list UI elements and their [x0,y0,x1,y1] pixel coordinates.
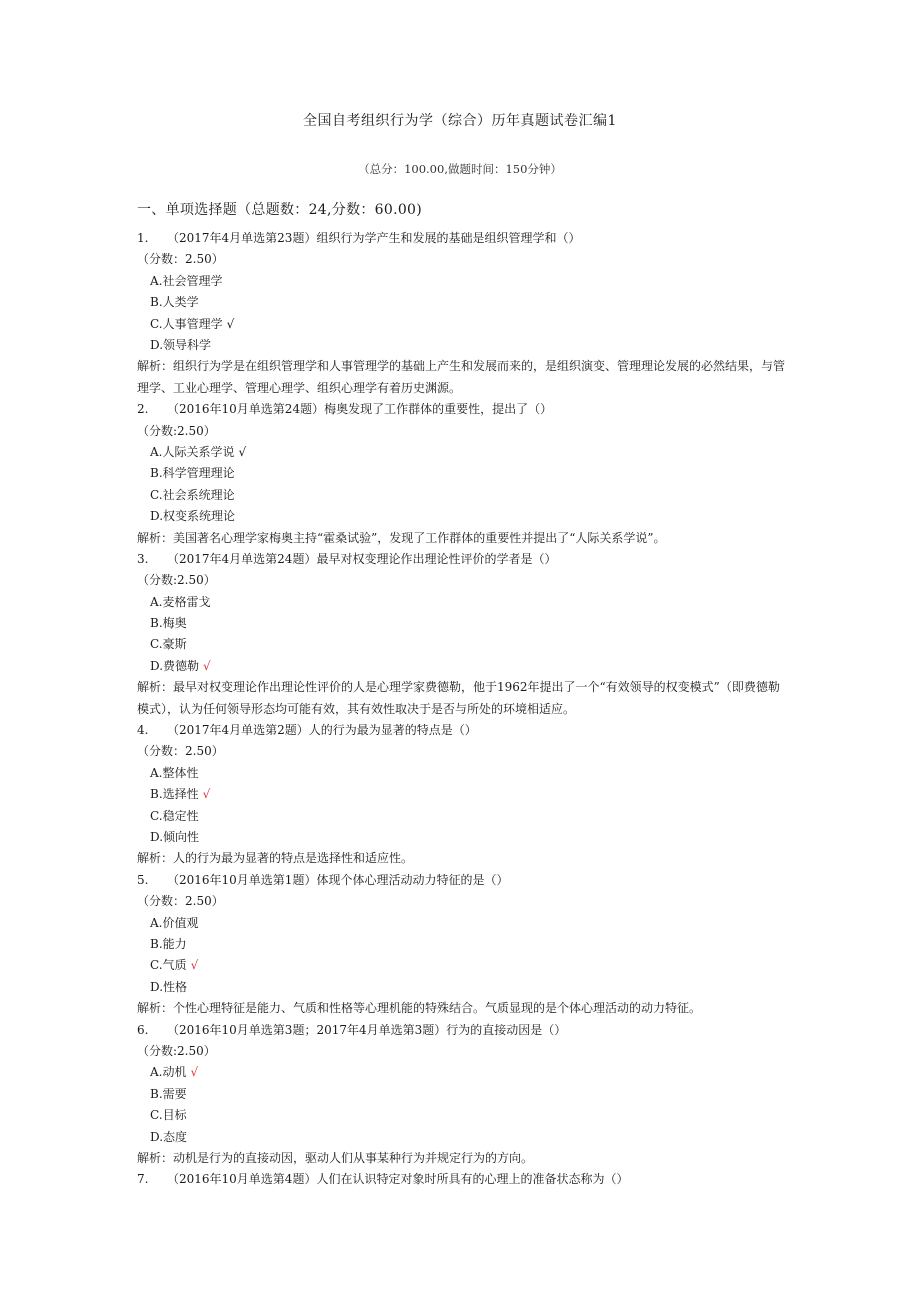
answer-explanation: 解析：组织行为学是在组织管理学和人事管理学的基础上产生和发展而来的，是组织演变、管理理论发展的必然结果，与管理学、工业心理学、管理心理学、组织心理学有着历史渊源。 [137,359,786,395]
answer-option[interactable] [137,763,787,784]
question-score: （分数：2.50） [137,252,224,267]
answer-option[interactable] [137,955,787,976]
question-score: （分数:2.50） [137,423,216,438]
question-number: 4. [137,723,149,738]
answer-option[interactable] [137,314,787,335]
question-text: （2016年10月单选第1题）体现个体心理活动动力特征的是（） [167,872,509,887]
option-text: B.能力 [150,936,187,951]
answer-explanation: 解析：人的行为最为显著的特点是选择性和适应性。 [137,851,414,866]
question-block [137,228,787,399]
question-block [137,870,787,1020]
option-text: B.梅奥 [150,616,187,631]
question-list [137,228,787,1191]
answer-option[interactable] [137,1084,787,1105]
option-text: C.社会系统理论 [150,487,235,502]
option-text: C.目标 [150,1108,187,1123]
answer-option[interactable] [137,977,787,998]
question-block [137,399,787,549]
question-score: （分数:2.50） [137,573,216,588]
document-title: 全国自考组织行为学（综合）历年真题试卷汇编1 [303,113,617,129]
question-text: （2016年10月单选第4题）人们在认识特定对象时所具有的心理上的准备状态称为（） [167,1172,629,1187]
answer-explanation: 解析：最早对权变理论作出理论性评价的人是心理学家费德勒，他于1962年提出了一个“有效领导的权变模式”（即费德勒模式），认为任何领导形态均可能有效，其有效性取决于是否与所处的环境相适应。 [137,680,780,716]
question-score: （分数:2.50） [137,1043,216,1058]
option-text: A.整体性 [150,765,199,780]
question-number: 1. [137,231,149,245]
question-block [137,720,787,870]
question-number: 7. [137,1172,149,1187]
answer-option[interactable] [137,292,787,313]
option-text: B.选择性 [150,787,199,802]
question-stem [137,1020,787,1041]
option-text: D.权变系统理论 [150,509,236,524]
option-text: D.性格 [150,979,188,994]
option-text: D.态度 [150,1129,188,1144]
answer-option[interactable] [137,463,787,484]
document-meta: （总分：100.00,做题时间：150分钟） [358,162,562,176]
question-number: 3. [137,551,149,566]
option-text: B.需要 [150,1086,187,1101]
option-text: C.气质 [150,958,187,973]
option-text: D.领导科学 [150,337,212,352]
option-text: C.稳定性 [150,808,199,823]
correct-mark-icon: √ [226,316,235,331]
option-text: B.人类学 [150,295,199,310]
correct-mark-icon: √ [238,444,247,459]
answer-explanation: 解析：美国著名心理学家梅奥主持“霍桑试验”，发现了工作群体的重要性并提出了“人际关系学说”。 [137,530,666,545]
answer-option[interactable] [137,1062,787,1083]
correct-mark-icon: √ [203,658,211,673]
answer-option[interactable] [137,335,787,356]
answer-option[interactable] [137,1105,787,1126]
answer-option[interactable] [137,656,787,677]
question-text: （2016年10月单选第24题）梅奥发现了工作群体的重要性，提出了（） [167,402,553,417]
answer-option[interactable] [137,592,787,613]
question-stem [137,549,787,570]
answer-option[interactable] [137,934,787,955]
answer-explanation: 解析：动机是行为的直接动因，驱动人们从事某种行为并规定行为的方向。 [137,1150,534,1165]
question-stem [137,399,787,420]
answer-option[interactable] [137,827,787,848]
answer-option[interactable] [137,1127,787,1148]
option-text: C.人事管理学 [150,316,223,331]
answer-option[interactable] [137,442,787,463]
answer-option[interactable] [137,485,787,506]
question-text: （2017年4月单选第23题）组织行为学产生和发展的基础是组织管理学和（） [167,231,581,245]
answer-option[interactable] [137,913,787,934]
question-score: （分数：2.50） [137,744,224,759]
option-text: A.社会管理学 [150,273,223,288]
question-block [137,1169,787,1190]
option-text: B.科学管理理论 [150,466,235,481]
question-text: （2016年10月单选第3题；2017年4月单选第3题）行为的直接动因是（） [167,1022,567,1037]
answer-option[interactable] [137,784,787,805]
option-text: A.动机 [150,1065,187,1080]
option-text: D.费德勒 [150,658,200,673]
answer-option[interactable] [137,806,787,827]
question-block [137,1020,787,1170]
answer-option[interactable] [137,634,787,655]
question-stem [137,720,787,741]
option-text: A.麦格雷戈 [150,594,211,609]
question-number: 6. [137,1022,149,1037]
question-text: （2017年4月单选第24题）最早对权变理论作出理论性评价的学者是（） [167,551,557,566]
correct-mark-icon: √ [202,787,211,802]
correct-mark-icon: √ [190,958,199,973]
option-text: C.豪斯 [150,637,187,652]
question-score: （分数：2.50） [137,894,224,909]
answer-option[interactable] [137,613,787,634]
question-text: （2017年4月单选第2题）人的行为最为显著的特点是（） [167,723,477,738]
question-stem [137,870,787,891]
correct-mark-icon: √ [190,1065,199,1080]
question-block [137,549,787,720]
answer-option[interactable] [137,271,787,292]
option-text: D.倾向性 [150,830,200,845]
section-heading: 一、单项选择题（总题数：24,分数：60.00) [137,202,423,218]
option-text: A.人际关系学说 [150,444,235,459]
question-number: 5. [137,872,149,887]
answer-option[interactable] [137,506,787,527]
answer-explanation: 解析：个性心理特征是能力、气质和性格等心理机能的特殊结合。气质显现的是个体心理活动的动力特征。 [137,1001,702,1016]
option-text: A.价值观 [150,915,199,930]
question-stem [137,228,787,249]
question-number: 2. [137,402,149,417]
question-stem [137,1169,787,1190]
